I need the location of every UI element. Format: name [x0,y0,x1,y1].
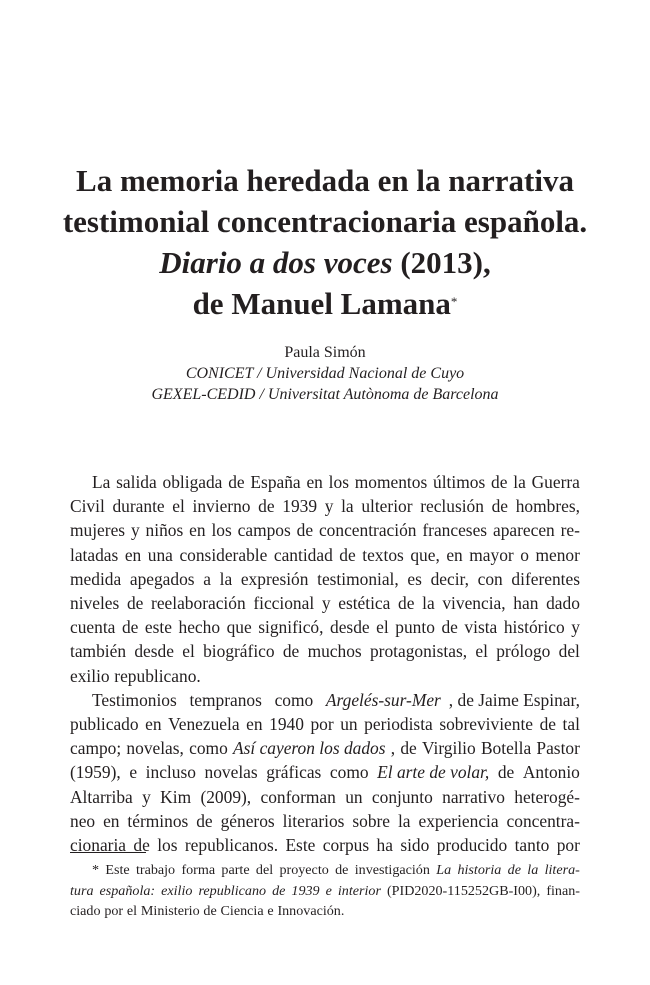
word: campos [237,520,291,541]
word: republicano [198,882,267,899]
word: re- [560,520,580,541]
word: de [539,714,556,735]
word: y [142,786,151,807]
word: 1939 [282,496,318,517]
title-line-2: testimonial concentracionaria española. [62,204,588,239]
word: ciado [70,903,101,919]
word: de [258,496,275,517]
word: testimonial, [317,568,399,589]
word: la [513,472,526,492]
word: expresión [240,568,309,589]
word: han [513,593,539,614]
word: histórico [503,617,565,638]
word: que, [410,544,440,565]
text-line [70,639,580,663]
text-line [70,712,580,736]
word: los [157,835,178,856]
word: litera- [544,862,580,878]
word: reclusión [420,496,484,517]
word: estética [338,593,391,614]
word: producido [436,835,508,856]
word: e [129,762,138,783]
word: vista [464,617,498,638]
word: periodista [364,714,433,735]
italic-title: Argelés-sur-Mer [325,689,441,710]
word: novelas [204,762,258,783]
word: latadas [70,544,119,565]
word: y [130,520,140,541]
word: un [345,786,363,807]
word: campo; [70,738,122,759]
word: La [436,862,452,878]
paragraph-1 [70,470,580,688]
text-fragment: , de Jaime Espinar, [448,689,580,710]
word: de [400,738,417,759]
word: en [306,472,323,492]
word: narrativo [442,786,505,807]
footnote-line-2 [70,881,580,902]
text-line [70,615,580,639]
word: los [328,472,349,492]
word: la [527,862,539,878]
word: del [255,862,274,878]
word: de [497,762,515,783]
word: una [147,544,173,565]
word: niveles [70,593,120,614]
article-title [40,160,610,324]
word: Kim [160,786,192,807]
author-block [100,342,550,405]
word: * [92,862,100,878]
word: obligada [162,472,223,492]
word: de [491,472,508,492]
word: (1959), [70,762,121,783]
word: o [520,544,529,565]
word: momentos [354,472,428,492]
word: reelaboración [151,593,246,614]
title-year: (2013), [392,245,491,280]
word: invierno [192,496,251,517]
word: cionaria [70,835,127,856]
word: en [145,714,162,735]
word: muchos [307,641,362,662]
footnote-line-1 [70,860,580,881]
text-line [70,664,580,688]
word: de [335,862,349,878]
word: neo [70,810,96,831]
footnote-line-3 [70,901,580,922]
text-line [70,736,580,760]
author-name: Paula Simón [284,344,366,361]
word: Botella [480,738,532,759]
word: la [397,810,411,831]
footnote [70,860,580,922]
word: como [329,762,369,783]
title-book-name: Diario a dos voces [159,245,393,280]
paragraph-2 [70,688,580,857]
word: Innovación. [277,903,345,919]
word: Virgilio [421,738,476,759]
word: Antonio [522,762,580,783]
italic-title: Así cayeron los dados [233,738,386,759]
title-line-3 [40,242,610,283]
word: niños [145,520,184,541]
word: el [182,641,195,662]
word: experiencia [418,810,499,831]
word: que [226,617,252,638]
word: de [121,617,139,638]
word: Guerra [531,472,580,492]
italic-title: El arte de volar, [377,762,490,783]
word: e [267,903,274,919]
word: de [398,593,415,614]
word: Este [285,835,316,856]
word: Venezuela [168,714,240,735]
word: en [246,714,263,735]
text-line [70,470,580,494]
word: de [133,835,150,856]
word: hecho [178,617,221,638]
word: últimos [433,472,486,492]
word: novelas, [126,738,184,759]
word: como [274,689,314,710]
word: investigación [354,862,430,878]
word: significó, [258,617,324,638]
word: conjunto [371,786,433,807]
word: gráficas [266,762,322,783]
word: de [126,593,144,614]
word: decir, [430,568,469,589]
word: trabajo [135,862,176,878]
word: menor [535,544,580,565]
word: es [407,568,422,589]
word: tura [70,882,94,899]
word: literarios [282,810,345,831]
word: de [296,520,314,541]
word: desde [330,617,370,638]
word: géneros [220,810,275,831]
word: de [491,496,509,517]
word: considerable [179,544,268,565]
word: de [282,641,300,662]
word: de [339,544,356,565]
word: , [390,738,396,759]
author-affiliation-2: GEXEL-CEDID / Universitat Autònoma de Barcelona [151,386,499,403]
word: apegados [129,568,195,589]
word: del [558,641,580,662]
word: de [196,810,213,831]
text-line [70,785,580,809]
word: proyecto [279,862,329,878]
word: como [189,738,228,759]
word: Testimonios [92,689,177,710]
word: exilio [161,882,193,899]
word: por [556,835,580,856]
word: historia [457,862,502,878]
word: sobre [352,810,391,831]
word: España [250,472,301,492]
word: Altarriba [70,786,133,807]
word: los [211,520,232,541]
word: e [325,882,332,899]
text-line [70,591,580,615]
word: punto [395,617,435,638]
word: de [272,882,286,899]
word: Este [105,862,130,878]
word: en [124,544,142,565]
word: hombres, [515,496,580,517]
word: en [189,520,206,541]
word: textos [362,544,404,565]
word: sobreviviente [439,714,533,735]
word: y [321,593,331,614]
word: en [446,544,463,565]
word: el [475,641,488,662]
word: a [203,568,211,589]
word: diferentes [511,568,580,589]
word: concentra- [506,810,580,831]
word: términos [127,810,189,831]
word: republicano. [114,665,201,686]
word: medida [70,568,122,589]
word: tal [562,714,580,735]
word: en [103,810,120,831]
word: finan- [546,882,580,899]
word: mayor [469,544,514,565]
word: mujeres [70,520,126,541]
text-line [70,809,580,833]
word: 1940 [269,714,304,735]
word: un [340,714,358,735]
word: de [228,472,245,492]
word: (2009), [200,786,252,807]
word: biográfico [203,641,275,662]
word: y [324,496,334,517]
text-line [70,518,580,542]
text-line [70,833,580,857]
word: salida [116,472,157,492]
word: de [441,617,458,638]
title-line-1: La memoria heredada en la narrativa [76,163,574,198]
word: con [477,568,503,589]
word: corpus [322,835,370,856]
word: interior [337,882,381,899]
word: la [341,496,354,517]
word: este [144,617,172,638]
word: el [376,617,389,638]
word: la [422,593,435,614]
word: por [310,714,334,735]
word: ulterior [361,496,413,517]
word: heterogé- [514,786,580,807]
text-line [70,543,580,567]
text-line [70,567,580,591]
word: franceses [422,520,488,541]
word: española: [99,882,156,899]
word: protagonistas, [369,641,468,662]
word: la [219,568,233,589]
word: republicanos. [184,835,279,856]
word: vivencia, [442,593,506,614]
word: 1939 [291,882,320,899]
word: ficcional [253,593,315,614]
word: desde [134,641,174,662]
word: tempranos [189,689,262,710]
word: concentración [318,520,417,541]
author-affiliation-1: CONICET / Universidad Nacional de Cuyo [185,365,465,382]
word: aparecen [492,520,555,541]
word: publicado [70,714,139,735]
word: de [203,903,217,919]
word: dado [546,593,580,614]
word: prólogo [496,641,551,662]
word: forma [181,862,216,878]
text-line [70,760,580,784]
word: por [104,903,124,919]
word: tanto [514,835,550,856]
word: ha [376,835,393,856]
word: Ciencia [220,903,264,919]
title-line-4 [40,283,610,324]
title-author-name: de Manuel Lamana [192,286,451,321]
word: de [507,862,521,878]
word: La [92,472,111,492]
text-line [70,494,580,518]
word: Ministerio [140,903,200,919]
word: sido [400,835,430,856]
footnote-separator [70,852,146,853]
word: durante [112,496,165,517]
word: conforman [260,786,336,807]
word: (PID2020-115252GB-I00), [386,882,541,899]
word: también [70,641,127,662]
word: cuenta [70,617,116,638]
word: y [571,617,580,638]
text-line [70,688,580,712]
body-text [70,470,580,857]
footnote-marker: * [450,294,458,309]
word: Pastor [536,738,580,759]
word: Civil [70,496,105,517]
word: cantidad [273,544,333,565]
word: el [126,903,138,919]
word: exilio [70,665,110,686]
word: incluso [145,762,196,783]
word: el [172,496,185,517]
word: parte [221,862,250,878]
